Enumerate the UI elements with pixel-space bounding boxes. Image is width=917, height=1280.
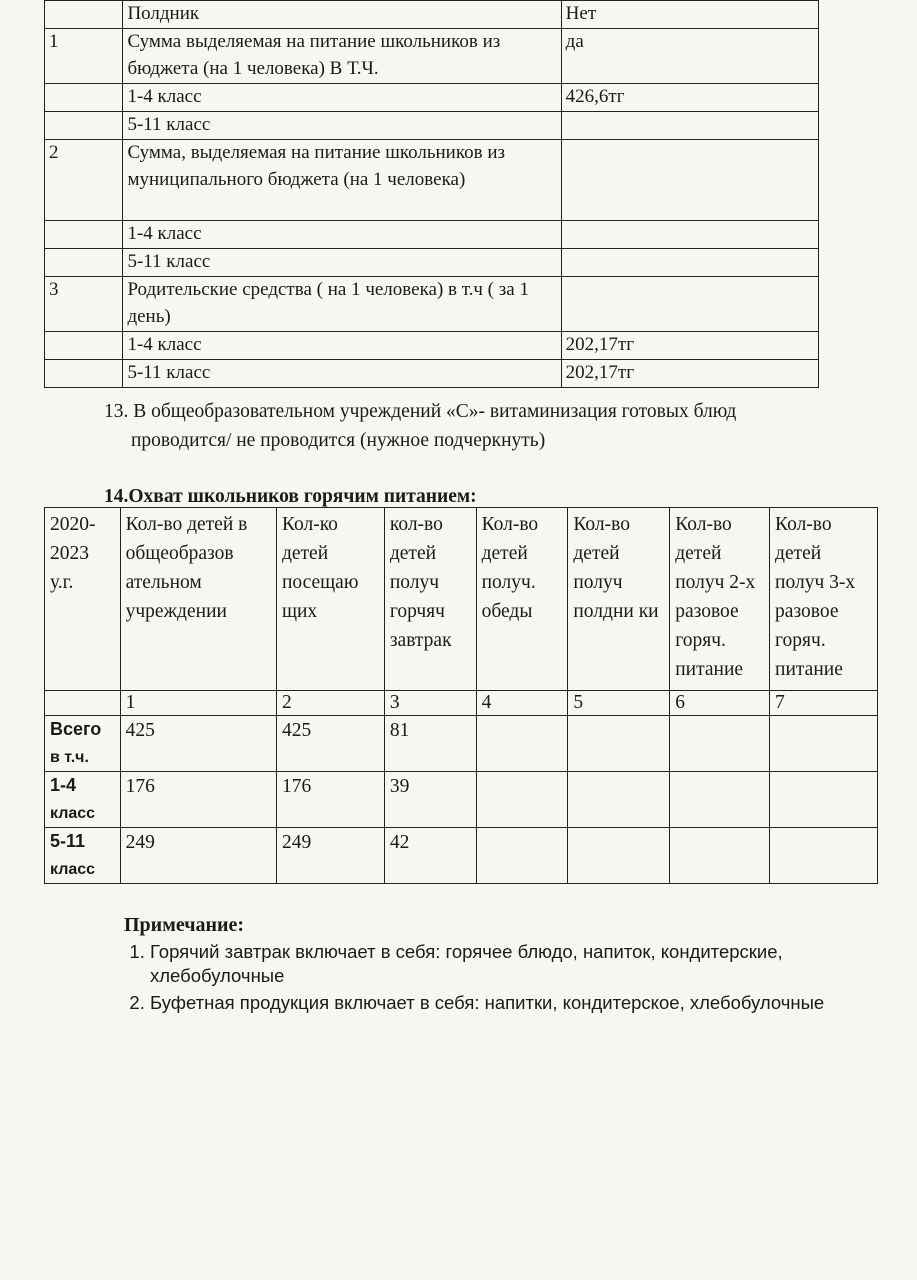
row-label: 5-11 класс [123, 360, 561, 388]
section-14-title: 14.Охват школьников горячим питанием: [104, 486, 477, 507]
header-cell: Кол-во детей получ. обеды [476, 508, 568, 691]
vitaminization-paragraph [104, 397, 864, 455]
data-cell: 425 [120, 716, 276, 772]
column-number: 6 [670, 691, 770, 716]
notes-list [124, 940, 904, 1015]
row-label: 1-4 класс [123, 332, 561, 360]
row-number [45, 84, 123, 112]
row-label: Родительские средства ( на 1 человека) в т.ч ( за 1 день) [123, 277, 561, 332]
data-cell: 249 [120, 828, 276, 884]
row-label [45, 828, 121, 884]
row-value: да [561, 29, 818, 84]
row-value: Нет [561, 1, 818, 29]
row-label: 5-11 класс [123, 249, 561, 277]
table-row [45, 1, 819, 29]
table-row [45, 29, 819, 84]
row-label: 1-4 класс [123, 221, 561, 249]
row-number: 1 [45, 29, 123, 84]
header-cell: Кол-во детей в общеобразов ательном учреждении [120, 508, 276, 691]
column-number [45, 691, 121, 716]
column-number: 5 [568, 691, 670, 716]
data-cell [476, 828, 568, 884]
paragraph-line: проводится/ не проводится (нужное подчеркнуть) [131, 430, 546, 451]
row-label: Сумма, выделяемая на питание школьников из муниципального бюджета (на 1 человека) [123, 140, 561, 221]
data-cell: 176 [120, 772, 276, 828]
header-cell: Кол-во детей получ полдни ки [568, 508, 670, 691]
row-number [45, 360, 123, 388]
table-row [45, 84, 819, 112]
row-value: 202,17тг [561, 360, 818, 388]
header-cell: Кол-ко детей посещаю щих [276, 508, 384, 691]
note-item: 1. Горячий завтрак включает в себя: горячее блюдо, напиток, кондитерские, хлебобулочные [150, 940, 904, 988]
data-cell: 176 [276, 772, 384, 828]
data-cell [770, 716, 878, 772]
hot-meals-coverage-table [44, 507, 878, 884]
column-number: 4 [476, 691, 568, 716]
row-value: 426,6тг [561, 84, 818, 112]
row-number [45, 249, 123, 277]
row-number: 3 [45, 277, 123, 332]
data-cell [670, 772, 770, 828]
table-row [45, 828, 878, 884]
row-label: 5-11 класс [123, 112, 561, 140]
table-row [45, 332, 819, 360]
data-cell: 425 [276, 716, 384, 772]
table-row [45, 112, 819, 140]
column-number: 2 [276, 691, 384, 716]
row-label: 1-4 класс [123, 84, 561, 112]
column-number: 7 [770, 691, 878, 716]
data-cell [568, 772, 670, 828]
row-number [45, 112, 123, 140]
row-number: 2 [45, 140, 123, 221]
column-number-row [45, 691, 878, 716]
data-cell [568, 716, 670, 772]
row-label-line: класс [50, 861, 96, 878]
row-number [45, 1, 123, 29]
notes-title: Примечание: [124, 914, 245, 936]
data-cell [770, 772, 878, 828]
table-row [45, 249, 819, 277]
data-cell [670, 828, 770, 884]
row-number [45, 221, 123, 249]
row-value [561, 277, 818, 332]
data-cell: 249 [276, 828, 384, 884]
row-label-line: Всего [50, 719, 102, 739]
table-row [45, 716, 878, 772]
table-row [45, 277, 819, 332]
header-cell: кол-во детей получ горчяч завтрак [384, 508, 476, 691]
table-row [45, 221, 819, 249]
column-number: 1 [120, 691, 276, 716]
row-value [561, 249, 818, 277]
header-cell: Кол-во детей получ 2-х разовое горяч. питание [670, 508, 770, 691]
row-label-line: 1-4 [50, 775, 77, 795]
notes-section [124, 910, 904, 1018]
row-label-line: 5-11 [50, 831, 86, 851]
header-cell: Кол-во детей получ 3-х разовое горяч. питание [770, 508, 878, 691]
row-label [45, 716, 121, 772]
budget-table [44, 0, 819, 388]
table-row [45, 772, 878, 828]
data-cell [670, 716, 770, 772]
table-row [45, 360, 819, 388]
row-value [561, 221, 818, 249]
header-row [45, 508, 878, 691]
row-label-line: класс [50, 805, 96, 822]
data-cell [476, 716, 568, 772]
row-value: 202,17тг [561, 332, 818, 360]
row-label-line: в т.ч. [50, 749, 89, 766]
header-cell: 2020-2023 у.г. [45, 508, 121, 691]
row-label: Полдник [123, 1, 561, 29]
table-row [45, 140, 819, 221]
row-label [45, 772, 121, 828]
row-number [45, 332, 123, 360]
column-number: 3 [384, 691, 476, 716]
row-value [561, 112, 818, 140]
data-cell: 42 [384, 828, 476, 884]
data-cell [770, 828, 878, 884]
data-cell: 39 [384, 772, 476, 828]
row-value [561, 140, 818, 221]
data-cell: 81 [384, 716, 476, 772]
note-item: 2. Буфетная продукция включает в себя: напитки, кондитерское, хлебобулочные [150, 991, 904, 1015]
row-label: Сумма выделяемая на питание школьников из бюджета (на 1 человека) В Т.Ч. [123, 29, 561, 84]
paragraph-line: 13. В общеобразовательном учреждений «С»- витаминизация готовых блюд [104, 401, 737, 422]
data-cell [568, 828, 670, 884]
data-cell [476, 772, 568, 828]
